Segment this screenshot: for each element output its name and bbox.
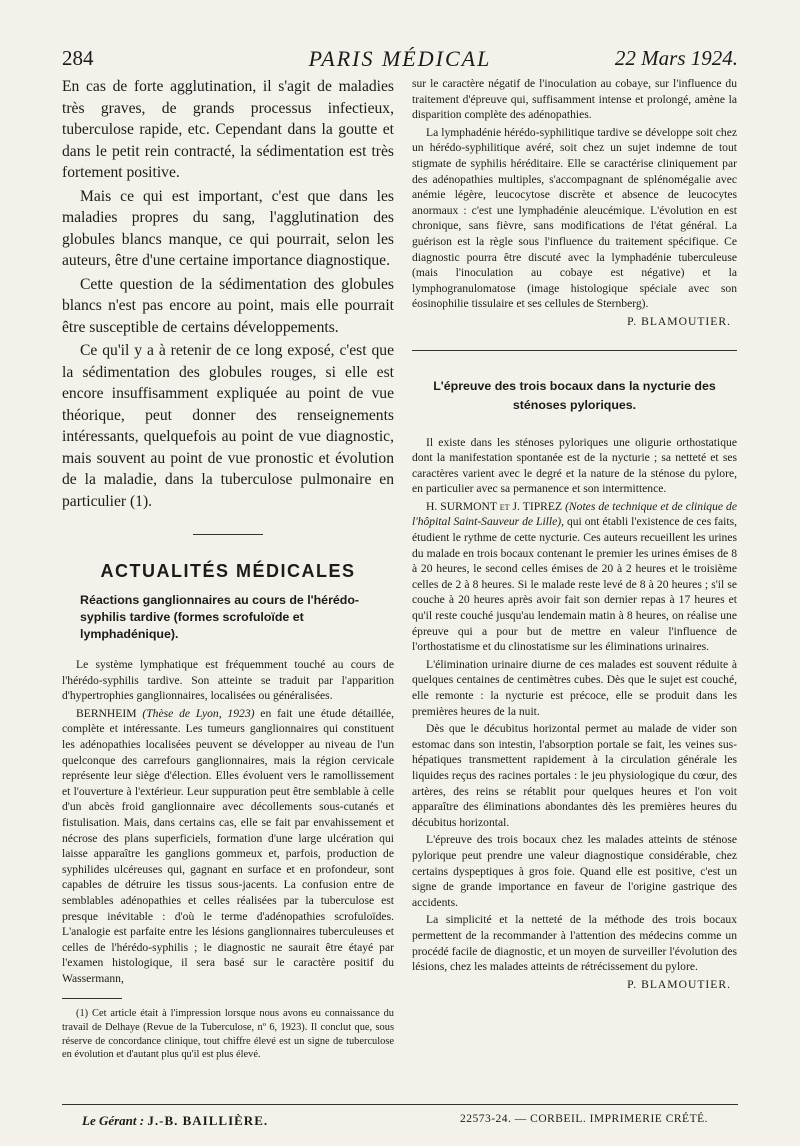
article-continuation [412,76,737,330]
paragraph: Cette question de la sédimentation des globules blancs n'est pas encore au point, mais elle pourrait être susceptible de certains développements. [62,275,394,336]
divider [193,534,263,535]
author-name: H. SURMONT et J. TIPREZ [426,499,563,513]
citation: (Notes de technique et de clinique de l'hôpital Saint-Sauveur de Lille), [412,499,737,529]
journal-title: PARIS MÉDICAL [308,46,492,71]
paragraph: L'élimination urinaire diurne de ces malades est souvent réduite à quelques centaines de centimètres cubes. Dès que le sujet est couché, elle remonte : la nycturie est précoce, elle se produit dans les premières heures de la nuit. [412,657,737,718]
signature: P. BLAMOUTIER. [627,977,731,991]
paragraph: En cas de forte agglutination, il s'agit de maladies très graves, de grands processus infectieux, tuberculose rapide, etc. Cependant dans la goutte et dans le petit rein contracté, la sédimentation est très fortement positive. [62,78,394,181]
footnote-text: (1) Cet article était à l'impression lorsque nous avons eu connaissance du travail de Delhaye (Revue de la Tuberculose, nº 6, 1923). Il conclut que, sous réserve de concordance clinique, tout chiffre élevé est un signe de tuberculose en évolution et d'autant plus qu'il est plus élevé. [62,1008,394,1061]
signature: P. BLAMOUTIER. [627,314,731,328]
article-continuation [62,76,394,512]
article-body [62,657,394,986]
printer-line: 22573-24. — CORBEIL. IMPRIMERIE CRÉTÉ. [459,1113,708,1125]
article-title: Réactions ganglionnaires au cours de l'hérédo-syphilis tardive (formes scrofuloïde et lymphadénique). [80,593,360,641]
section-title: ACTUALITÉS MÉDICALES [100,561,356,581]
page-number: 284 [62,46,94,70]
author-name: BERNHEIM [76,706,137,720]
citation: (Thèse de Lyon, 1923) [142,706,255,720]
paragraph: Ce qu'il y a à retenir de ce long exposé, c'est que la sédimentation des globules rouges, si elle est encore insuffisamment expliquée au point de vue théorique, peut donner des renseignements intéressants, quelquefois au point de vue diagnostic, mais souvent au point de vue pronostic et évolution de la maladie, dans la tuberculose pulmonaire en particulier (1). [62,342,394,510]
paragraph-text: en fait une étude détaillée, complète et intéressante. Les tumeurs ganglionnaires qui constituent les adénopathies localisées peuvent se développer au niveau de l'un quelconque des carrefours ganglionnaires, mais la région cervicale représente leur siège d'élection. Elles évoluent vers le ramollissement et l'ouverture à l'extérieur. Leur suppuration peut être semblable à celle d'un abcès froid ganglionnaire avec décollements sous-cutanés et fistulisation. Mais, dans certains cas, elle se fait par envahissement et nécrose des plans superficiels, formation d'une large ulcération qui laisse apparaître les ganglions gommeux et, parfois, production de syphilides ulcéreuses qui, gagnant en surface et en profondeur, sont capables de détruire les tissus sous-jacents. La confusion entre de semblables adénopathies et celles réalisées par la tuberculose est presque inévitable : d'où le terme d'adénopathies scrofuloïdes. L'analogie est parfaite entre les lésions ganglionnaires tuberculeuses et celles de l'hérédo-syphilis ; le diagnostic ne saurait être étayé par l'examen histologique, il sera basé sur le caractère positif du Wassermann, [62,706,394,985]
paragraph: sur le caractère négatif de l'inoculation au cobaye, sur l'influence du traitement d'épreuve qui, suffisamment intense et prolongé, amène la disparition complète des adénopathies. [412,77,737,122]
paragraph: La lymphadénie hérédo-syphilitique tardive se développe soit chez un hérédo-syphilitique avéré, soit chez un sujet indemne de tout stigmate de syphilis héréditaire. Elle se caractérise cliniquement par des adénopathies multiples, s'accompagnant de splénomégalie avec anémie légère, leucocytose discrète et absence de leucocytes anormaux : c'est une lymphadénie aleucémique. L'évolution en est chronique, sans fièvre, sans modifications de l'état général. La guérison est la règle sous l'influence du traitement spécifique. Ce diagnostic pourra être discuté avec la lymphadénie tuberculeuse (mais l'inoculation au cobaye est négative) et la lymphogranulomatose (image histologique spéciale avec son éosinophilie tissulaire et ses cellules de Sternberg). [412,125,737,311]
article-body [412,435,737,993]
paragraph-text: qui ont établi l'existence de ces faits, étudient le rythme de cette nycturie. Ces auteurs recueillent les urines du malade en trois bocaux contenant le premier les urines émises de 8 à 20 heures, le second celles émises de 20 à 2 heures et le troisième celles de 2 à 8 heures. Si le malade reste levé de 8 à 20 heures ; s'il se couche à 20 heures après avoir fait son dernier repas à 17 heures et qu'il reste couché jusqu'au lendemain matin à 8 heures, on réalise une épreuve qui a pour but de mettre en valeur l'influence de l'orthostatisme et du clinostatisme sur les éliminations urinaires. [412,515,738,654]
gerant-label: Le Gérant : [82,1113,145,1128]
article-title: L'épreuve des trois bocaux dans la nycturie des sténoses pyloriques. [433,378,716,412]
paragraph: Mais ce qui est important, c'est que dans les maladies propres du sang, l'agglutination des globules blancs manque, ce qui pourrait, selon les auteurs, être d'une certaine importance diagnostique. [62,187,394,269]
page-footer [62,1104,738,1135]
issue-date: 22 Mars 1924. [614,46,738,70]
divider [412,350,737,351]
page-header [62,44,738,74]
footnote-divider [62,998,122,999]
right-column [412,76,737,994]
footnote [62,1007,394,1061]
paragraph [412,499,737,655]
paragraph: La simplicité et la netteté de la méthode des trois bocaux permettent de la recommander à l'attention des médecins comme un procédé facile de diagnostic, et un moyen de surveiller l'évolution des lésions, chez les malades atteints de rétrécissement du pylore. [412,913,737,974]
paragraph [62,706,394,987]
paragraph: Dès que le décubitus horizontal permet au malade de vider son estomac dans son intestin, l'absorption portale se fait, les veines sus-hépatiques transmettent rapidement à la circulation générale les liquides reçus des racines portales : le jeu physiologique du cœur, des artères, des reins se rétablit pour quelques heures et l'on voit apparaître des éliminations abondantes dès les premières heures du décubitus horizontal. [412,722,737,829]
paragraph: Le système lymphatique est fréquemment touché au cours de l'hérédo-syphilis tardive. Son atteinte se traduit par l'apparition d'hypertrophies ganglionnaires, localisées ou généralisées. [62,658,394,703]
paragraph: L'épreuve des trois bocaux chez les malades atteints de sténose pylorique peut prendre une valeur diagnostique considérable, chez certains dyspeptiques à gros foie. Quand elle est positive, c'est un signe de grande importance en faveur de l'origine gastrique des accidents. [412,833,737,909]
paragraph: Il existe dans les sténoses pyloriques une oligurie orthostatique dont la manifestation spontanée est de la nycturie ; sa netteté et ses caractères varient avec le degré et la nature de la sténose du pylore, en particulier avec sa permanence et son intermittence. [412,435,737,496]
left-column [62,76,394,1062]
publisher-line [82,1113,268,1129]
gerant-name: J.-B. BAILLIÈRE. [147,1113,269,1128]
